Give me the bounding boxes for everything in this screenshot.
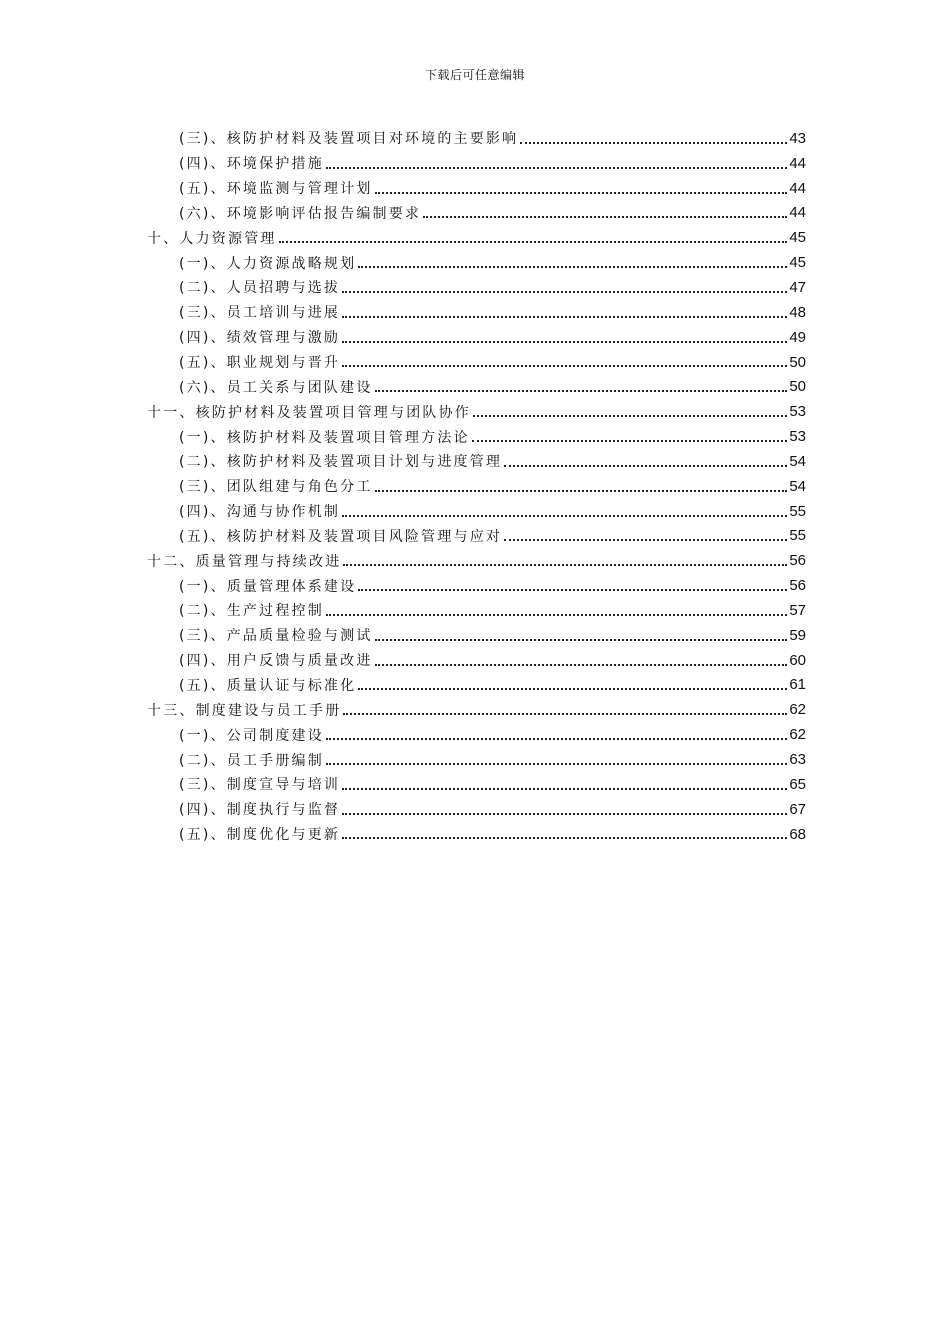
toc-chapter-title: 十一、核防护材料及装置项目管理与团队协作 (147, 404, 471, 421)
toc-leader-dots (358, 688, 787, 690)
toc-entry-title: (三)、员工培训与进展 (179, 305, 341, 322)
toc-leader-dots (375, 664, 788, 666)
toc-leader-dots (326, 614, 787, 616)
page-header: 下载后可任意编辑 (424, 68, 525, 82)
toc-leader-dots (423, 216, 787, 218)
toc-leader-dots (326, 763, 787, 765)
toc-leader-dots (342, 515, 787, 517)
toc-leader-dots (342, 316, 787, 318)
toc-entry-page: 48 (789, 303, 806, 321)
toc-entry-title: (一)、公司制度建设 (179, 727, 324, 744)
toc-entry[interactable] (179, 474, 806, 499)
toc-entry-page: 54 (789, 477, 806, 495)
toc-entry-page: 56 (789, 577, 806, 595)
toc-leader-dots (504, 465, 787, 467)
toc-entry[interactable] (179, 722, 806, 747)
toc-entry-page: 62 (789, 726, 806, 744)
toc-entry[interactable] (179, 325, 806, 350)
toc-entry-title: (五)、核防护材料及装置项目风险管理与应对 (179, 528, 503, 545)
toc-entry-page: 53 (789, 428, 806, 446)
toc-entry-title: (三)、核防护材料及装置项目对环境的主要影响 (179, 131, 519, 148)
toc-entry[interactable] (179, 250, 806, 275)
toc-chapter-page: 62 (789, 701, 806, 719)
toc-entry-page: 63 (789, 751, 806, 769)
toc-chapter[interactable] (147, 697, 806, 722)
toc-entry-title: (五)、职业规划与晋升 (179, 355, 341, 372)
toc-entry[interactable] (179, 151, 806, 176)
toc-entry[interactable] (179, 499, 806, 524)
toc-entry-title: (四)、绩效管理与激励 (179, 330, 341, 347)
toc-leader-dots (326, 167, 787, 169)
toc-entry-title: (四)、用户反馈与质量改进 (179, 653, 373, 670)
toc-entry-title: (六)、员工关系与团队建设 (179, 379, 373, 396)
toc-leader-dots (358, 589, 787, 591)
toc-leader-dots (342, 837, 787, 839)
toc-chapter[interactable] (147, 548, 806, 573)
toc-entry-page: 61 (789, 676, 806, 694)
toc-entry-page: 44 (789, 154, 806, 172)
toc-leader-dots (375, 490, 788, 492)
toc-entry[interactable] (179, 176, 806, 201)
toc-entry-title: (二)、员工手册编制 (179, 752, 324, 769)
toc-chapter-title: 十二、质量管理与持续改进 (147, 553, 342, 570)
toc-chapter-page: 45 (789, 229, 806, 247)
toc-leader-dots (342, 813, 787, 815)
toc-chapter[interactable] (147, 399, 806, 424)
toc-entry[interactable] (179, 275, 806, 300)
table-of-contents (0, 126, 950, 846)
toc-leader-dots (343, 564, 787, 566)
toc-entry-title: (四)、制度执行与监督 (179, 802, 341, 819)
toc-chapter-page: 53 (789, 403, 806, 421)
toc-entry-title: (三)、制度宣导与培训 (179, 777, 341, 794)
toc-entry-title: (二)、核防护材料及装置项目计划与进度管理 (179, 454, 503, 471)
toc-leader-dots (342, 341, 787, 343)
toc-entry[interactable] (179, 772, 806, 797)
toc-entry-page: 59 (789, 626, 806, 644)
toc-entry-page: 67 (789, 800, 806, 818)
toc-leader-dots (504, 539, 787, 541)
toc-entry[interactable] (179, 300, 806, 325)
toc-entry-title: (一)、人力资源战略规划 (179, 255, 357, 272)
toc-entry[interactable] (179, 623, 806, 648)
toc-entry-page: 55 (789, 502, 806, 520)
toc-entry-title: (二)、人员招聘与选拔 (179, 280, 341, 297)
toc-entry[interactable] (179, 524, 806, 549)
toc-entry-page: 68 (789, 825, 806, 843)
toc-entry[interactable] (179, 126, 806, 151)
toc-entry-page: 60 (789, 651, 806, 669)
toc-chapter-page: 56 (789, 552, 806, 570)
toc-entry-page: 54 (789, 452, 806, 470)
toc-entry-page: 50 (789, 378, 806, 396)
toc-entry-page: 44 (789, 179, 806, 197)
toc-leader-dots (375, 390, 788, 392)
toc-entry-page: 45 (789, 254, 806, 272)
toc-entry[interactable] (179, 822, 806, 847)
toc-entry[interactable] (179, 449, 806, 474)
toc-leader-dots (473, 415, 787, 417)
toc-entry-page: 47 (789, 278, 806, 296)
toc-entry[interactable] (179, 424, 806, 449)
toc-leader-dots (472, 440, 788, 442)
toc-entry-page: 43 (789, 129, 806, 147)
toc-entry-title: (二)、生产过程控制 (179, 603, 324, 620)
toc-entry-page: 50 (789, 353, 806, 371)
toc-entry-title: (三)、产品质量检验与测试 (179, 628, 373, 645)
toc-entry[interactable] (179, 648, 806, 673)
toc-leader-dots (520, 142, 787, 144)
toc-leader-dots (279, 241, 788, 243)
toc-entry[interactable] (179, 797, 806, 822)
toc-entry-title: (一)、质量管理体系建设 (179, 578, 357, 595)
toc-entry-page: 44 (789, 204, 806, 222)
toc-entry[interactable] (179, 374, 806, 399)
toc-entry-title: (六)、环境影响评估报告编制要求 (179, 205, 422, 222)
toc-entry-title: (四)、环境保护措施 (179, 156, 324, 173)
toc-leader-dots (375, 639, 788, 641)
toc-entry-page: 55 (789, 527, 806, 545)
toc-leader-dots (326, 738, 787, 740)
toc-leader-dots (342, 291, 787, 293)
toc-leader-dots (358, 266, 787, 268)
toc-leader-dots (342, 365, 787, 367)
toc-entry-page: 49 (789, 328, 806, 346)
toc-entry-title: (一)、核防护材料及装置项目管理方法论 (179, 429, 470, 446)
toc-entry-page: 65 (789, 775, 806, 793)
toc-entry-title: (四)、沟通与协作机制 (179, 504, 341, 521)
toc-chapter-title: 十三、制度建设与员工手册 (147, 702, 342, 719)
toc-entry[interactable] (179, 350, 806, 375)
toc-entry[interactable] (179, 747, 806, 772)
toc-entry-title: (五)、质量认证与标准化 (179, 677, 357, 694)
toc-entry-title: (三)、团队组建与角色分工 (179, 479, 373, 496)
toc-leader-dots (342, 788, 787, 790)
toc-chapter[interactable] (147, 225, 806, 250)
toc-entry[interactable] (179, 598, 806, 623)
toc-entry[interactable] (179, 201, 806, 226)
toc-entry-title: (五)、制度优化与更新 (179, 827, 341, 844)
toc-entry[interactable] (179, 573, 806, 598)
toc-chapter-title: 十、人力资源管理 (147, 230, 277, 247)
toc-entry[interactable] (179, 673, 806, 698)
toc-entry-title: (五)、环境监测与管理计划 (179, 181, 373, 198)
toc-entry-page: 57 (789, 601, 806, 619)
toc-leader-dots (343, 713, 787, 715)
toc-leader-dots (375, 192, 788, 194)
